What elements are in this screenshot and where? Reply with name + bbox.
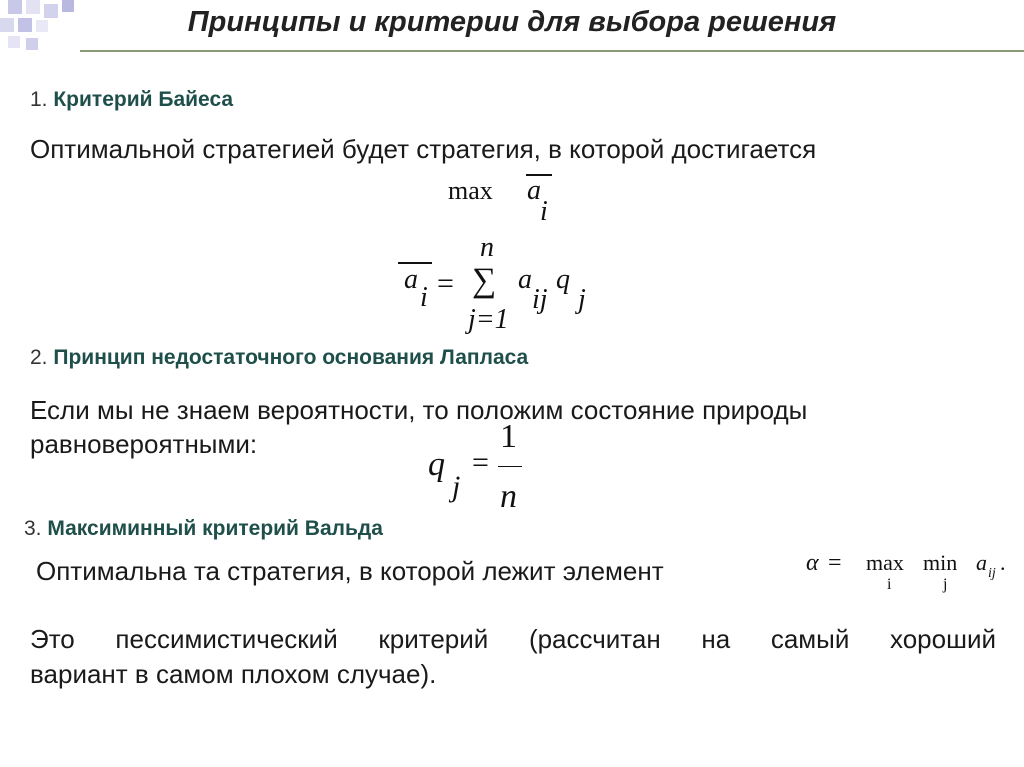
sum-upper: n bbox=[480, 232, 494, 263]
equals: = bbox=[437, 267, 454, 300]
section3-note-line2: вариант в самом плохом случае). bbox=[30, 659, 437, 689]
section2-heading bbox=[30, 346, 528, 370]
lhs-sub: i bbox=[420, 282, 428, 313]
max-operator: max bbox=[448, 176, 493, 205]
section3-number: 3. bbox=[24, 517, 42, 540]
slide-title: Принципы и критерии для выбора решения bbox=[187, 6, 837, 38]
sub-i: i bbox=[540, 196, 548, 227]
sum-lower: j=1 bbox=[468, 304, 509, 335]
section3-heading bbox=[24, 517, 383, 541]
lhs-var: a bbox=[404, 264, 418, 295]
term1-var: a bbox=[518, 264, 532, 295]
term2-var: q bbox=[556, 264, 570, 295]
period: . bbox=[1000, 550, 1006, 575]
section1-text: Оптимальной стратегией будет стратегия, в которой достигается bbox=[30, 134, 817, 164]
equals: = bbox=[828, 550, 842, 576]
section2-number: 2. bbox=[30, 346, 48, 369]
section3-text: Оптимальна та стратегия, в которой лежит элемент bbox=[36, 556, 664, 586]
section2-text-line1: Если мы не знаем вероятности, то положим состояние природы bbox=[30, 395, 808, 425]
var-a: a bbox=[527, 175, 541, 206]
equals: = bbox=[472, 446, 489, 479]
numerator: 1 bbox=[500, 418, 517, 455]
var-q: q bbox=[428, 446, 445, 483]
term1-sub: ij bbox=[532, 284, 548, 315]
denominator: n bbox=[500, 478, 517, 515]
min-sub: j bbox=[943, 576, 948, 593]
min-operator: min bbox=[923, 550, 958, 575]
alpha: α bbox=[806, 550, 819, 576]
title-divider bbox=[80, 50, 1024, 52]
section3-heading-text: Максиминный критерий Вальда bbox=[47, 517, 383, 540]
section2-heading-text: Принцип недостаточного основания Лапласа bbox=[53, 346, 529, 369]
max-sub: i bbox=[887, 576, 892, 593]
section1-heading-text: Критерий Байеса bbox=[53, 88, 234, 111]
var-a: a bbox=[976, 550, 987, 575]
sub-j: j bbox=[452, 470, 461, 503]
section1-number: 1. bbox=[30, 88, 48, 111]
section1-heading bbox=[30, 88, 233, 112]
section3-note-line1: Это пессимистический критерий (рассчитан на самый хороший bbox=[30, 624, 996, 654]
fraction-bar bbox=[498, 466, 522, 467]
max-operator: max bbox=[866, 550, 904, 575]
section2-text-line2: равновероятными: bbox=[30, 429, 258, 459]
term2-sub: j bbox=[578, 284, 586, 315]
var-sub: ij bbox=[988, 566, 996, 581]
sum-sign: ∑ bbox=[472, 262, 497, 299]
